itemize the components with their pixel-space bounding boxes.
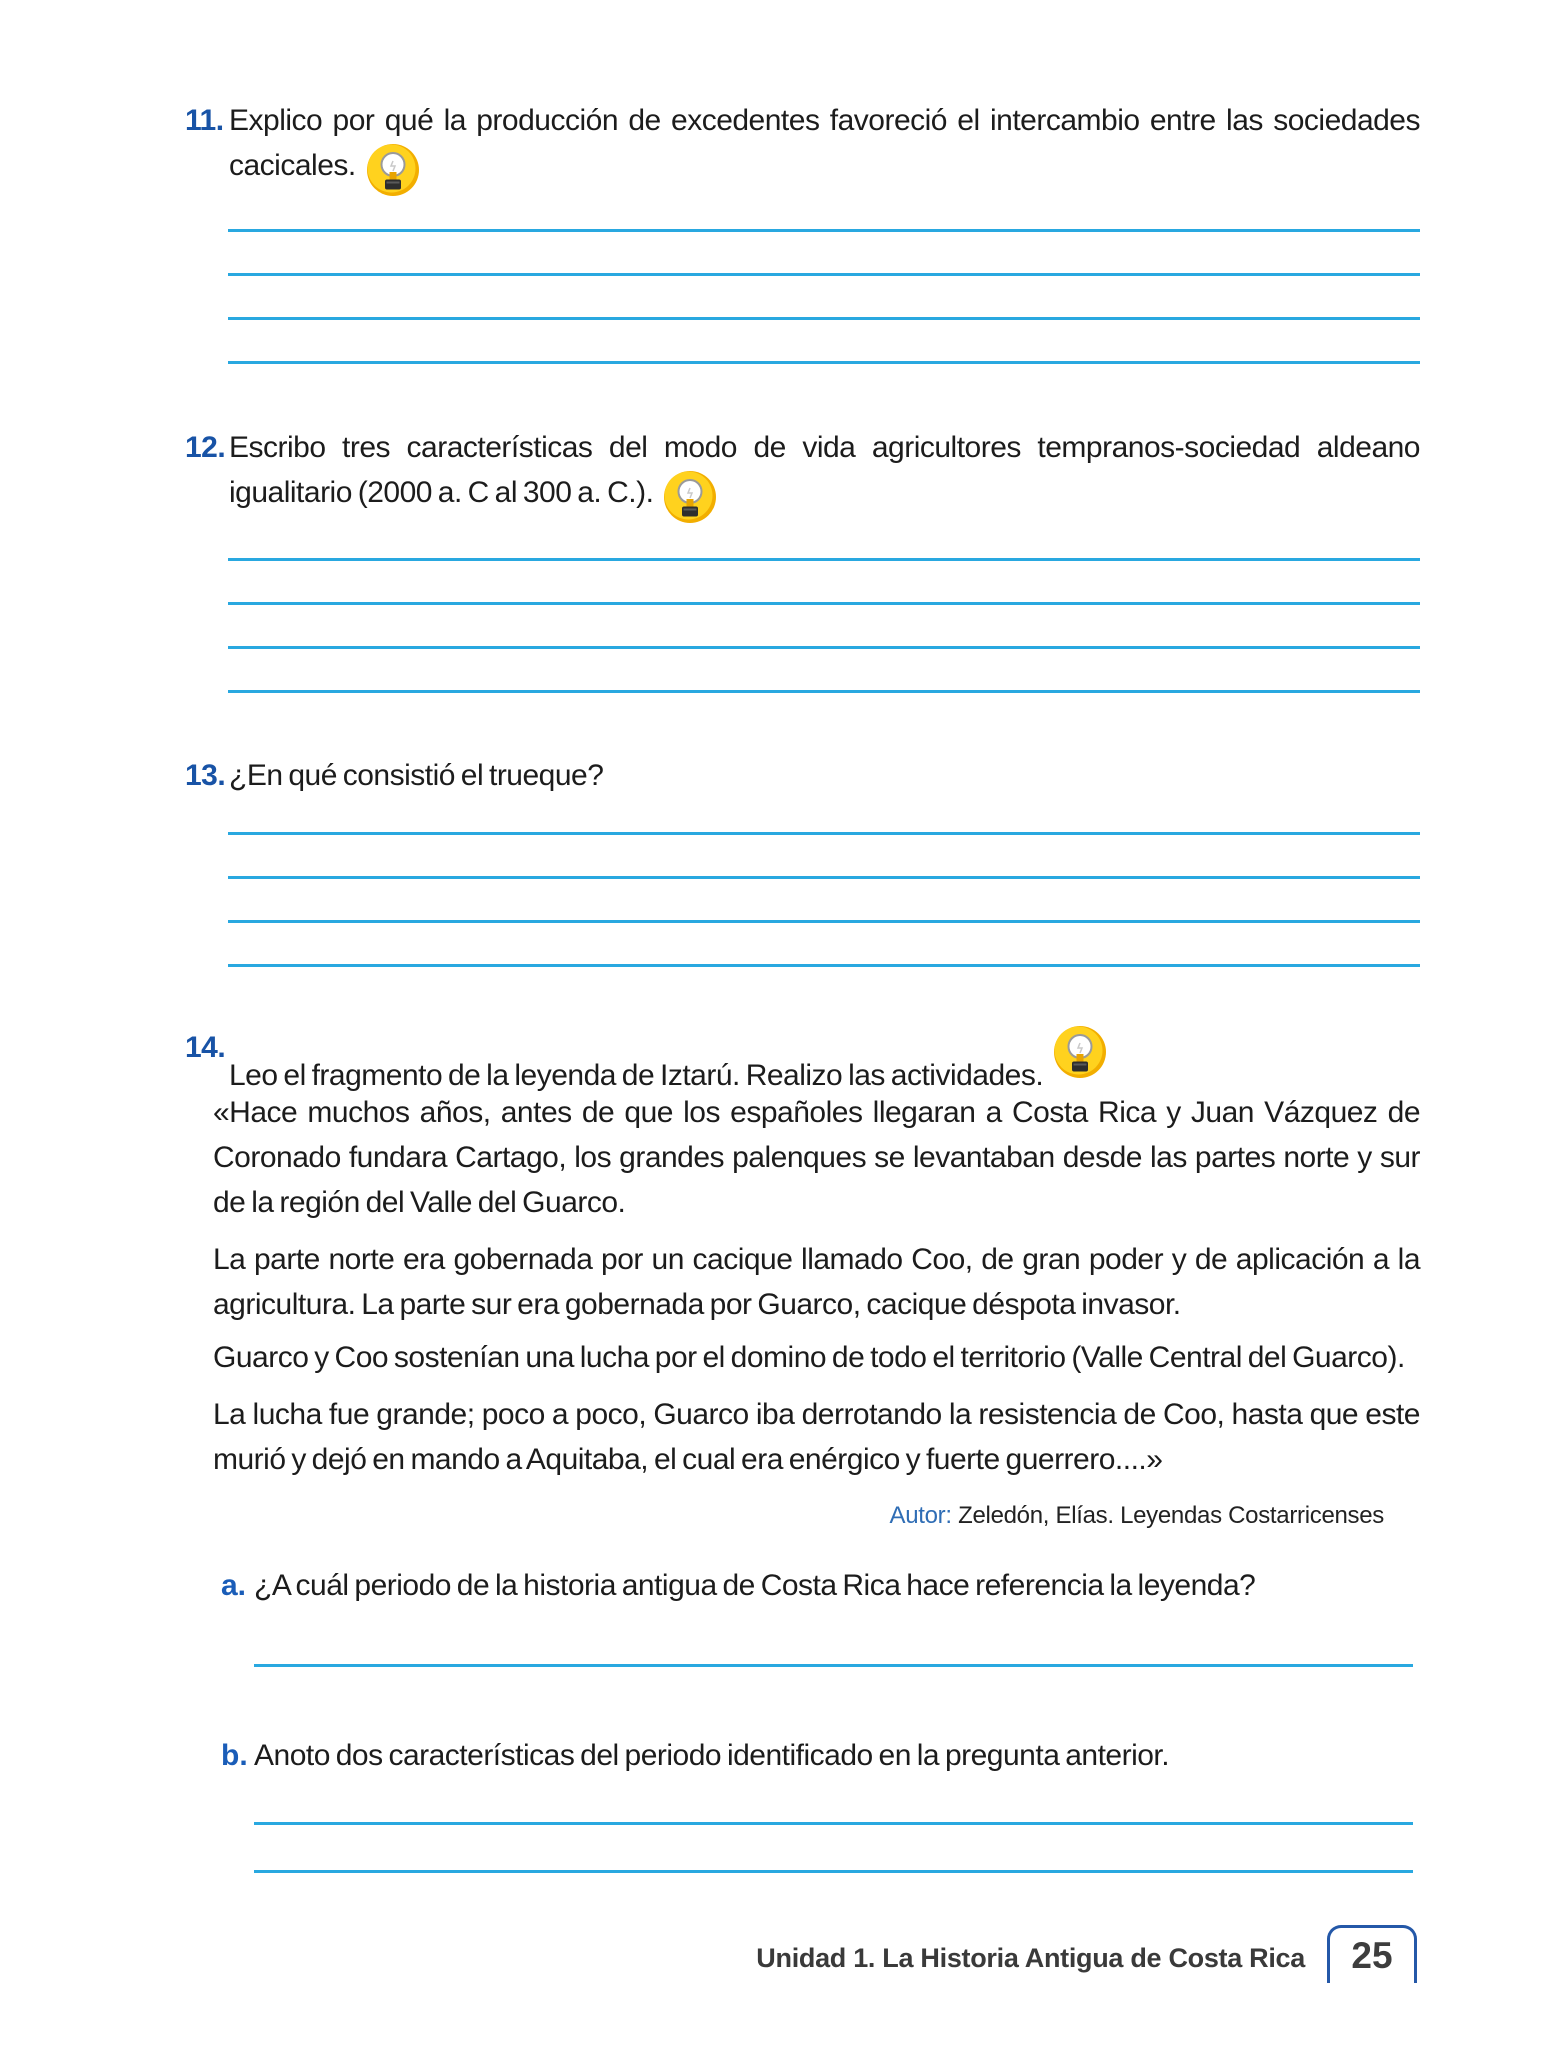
answer-line[interactable] (228, 517, 1420, 561)
sub-question-b-text: Anoto dos características del periodo identificado en la pregunta anterior. (254, 1739, 1170, 1772)
question-13-text: ¿En qué consistió el trueque? (229, 759, 604, 792)
question-11-text: Explico por qué la producción de excedentes favoreció el intercambio entre las sociedades cacicales. (229, 98, 1420, 197)
question-13-number: 13. (185, 759, 226, 792)
question-12-text: Escribo tres características del modo de vida agricultores tempranos-sociedad aldeano igualitario (2000 a. C al 300 a. C.). (229, 425, 1420, 524)
answer-line[interactable] (228, 561, 1420, 605)
hint-lightbulb-icon (663, 470, 717, 524)
sub-question-a-letter: a. (221, 1569, 247, 1602)
answer-line[interactable] (228, 320, 1420, 364)
question-11 (185, 98, 1420, 197)
answer-line[interactable] (228, 835, 1420, 879)
answer-line[interactable] (254, 1777, 1413, 1825)
question-11-number: 11. (185, 104, 224, 137)
answer-line[interactable] (228, 605, 1420, 649)
answer-lines-q12 (228, 517, 1420, 693)
question-14 (185, 1025, 1420, 1098)
answer-line[interactable] (228, 188, 1420, 232)
footer-unit-label: Unidad 1. La Historia Antigua de Costa Rica (756, 1943, 1305, 1973)
legend-paragraph-4: La lucha fue grande; poco a poco, Guarco iba derrotando la resistencia de Coo, hasta que este murió y dejó en mando a Aquitaba, el cual era enérgico y fuerte guerrero....» (213, 1398, 1420, 1476)
answer-line[interactable] (254, 1825, 1413, 1873)
answer-line[interactable] (228, 649, 1420, 693)
answer-line[interactable] (254, 1623, 1413, 1667)
answer-lines-sub-a (254, 1623, 1413, 1667)
page-number: 25 (1351, 1934, 1393, 1976)
question-14-number: 14. (185, 1031, 226, 1064)
question-12 (185, 425, 1420, 524)
answer-lines-q13 (228, 791, 1420, 967)
author-attribution (890, 1500, 1384, 1532)
answer-line[interactable] (228, 791, 1420, 835)
answer-lines-q11 (228, 188, 1420, 364)
legend-paragraph-3: Guarco y Coo sostenían una lucha por el domino de todo el territorio (Valle Central del Guarco). (213, 1341, 1405, 1374)
author-label: Autor: (889, 1502, 952, 1529)
sub-question-a (221, 1563, 1420, 1608)
legend-paragraph-2: La parte norte era gobernada por un cacique llamado Coo, de gran poder y de aplicación a la agricultura. La parte sur era gobernada por Guarco, cacique déspota invasor. (213, 1243, 1420, 1321)
question-12-number: 12. (185, 431, 226, 464)
author-text: Zeledón, Elías. Leyendas Costarricenses (958, 1502, 1384, 1529)
answer-line[interactable] (228, 232, 1420, 276)
answer-line[interactable] (228, 276, 1420, 320)
legend-paragraph-1: «Hace muchos años, antes de que los españoles llegaran a Costa Rica y Juan Vázquez de Coronado fundara Cartago, los grandes palenques se levantaban desde las partes norte y sur de la región del Valle del Guarco. (213, 1096, 1420, 1219)
sub-question-b-letter: b. (221, 1739, 248, 1772)
answer-line[interactable] (228, 879, 1420, 923)
sub-question-a-text: ¿A cuál periodo de la historia antigua de Costa Rica hace referencia la leyenda? (254, 1569, 1256, 1602)
sub-question-b (221, 1733, 1420, 1778)
page-number-box (1327, 1925, 1417, 1983)
hint-lightbulb-icon (1053, 1025, 1107, 1079)
answer-lines-sub-b (254, 1777, 1413, 1873)
question-14-text: Leo el fragmento de la leyenda de Iztarú. Realizo las actividades. (229, 1025, 1420, 1098)
answer-line[interactable] (228, 923, 1420, 967)
